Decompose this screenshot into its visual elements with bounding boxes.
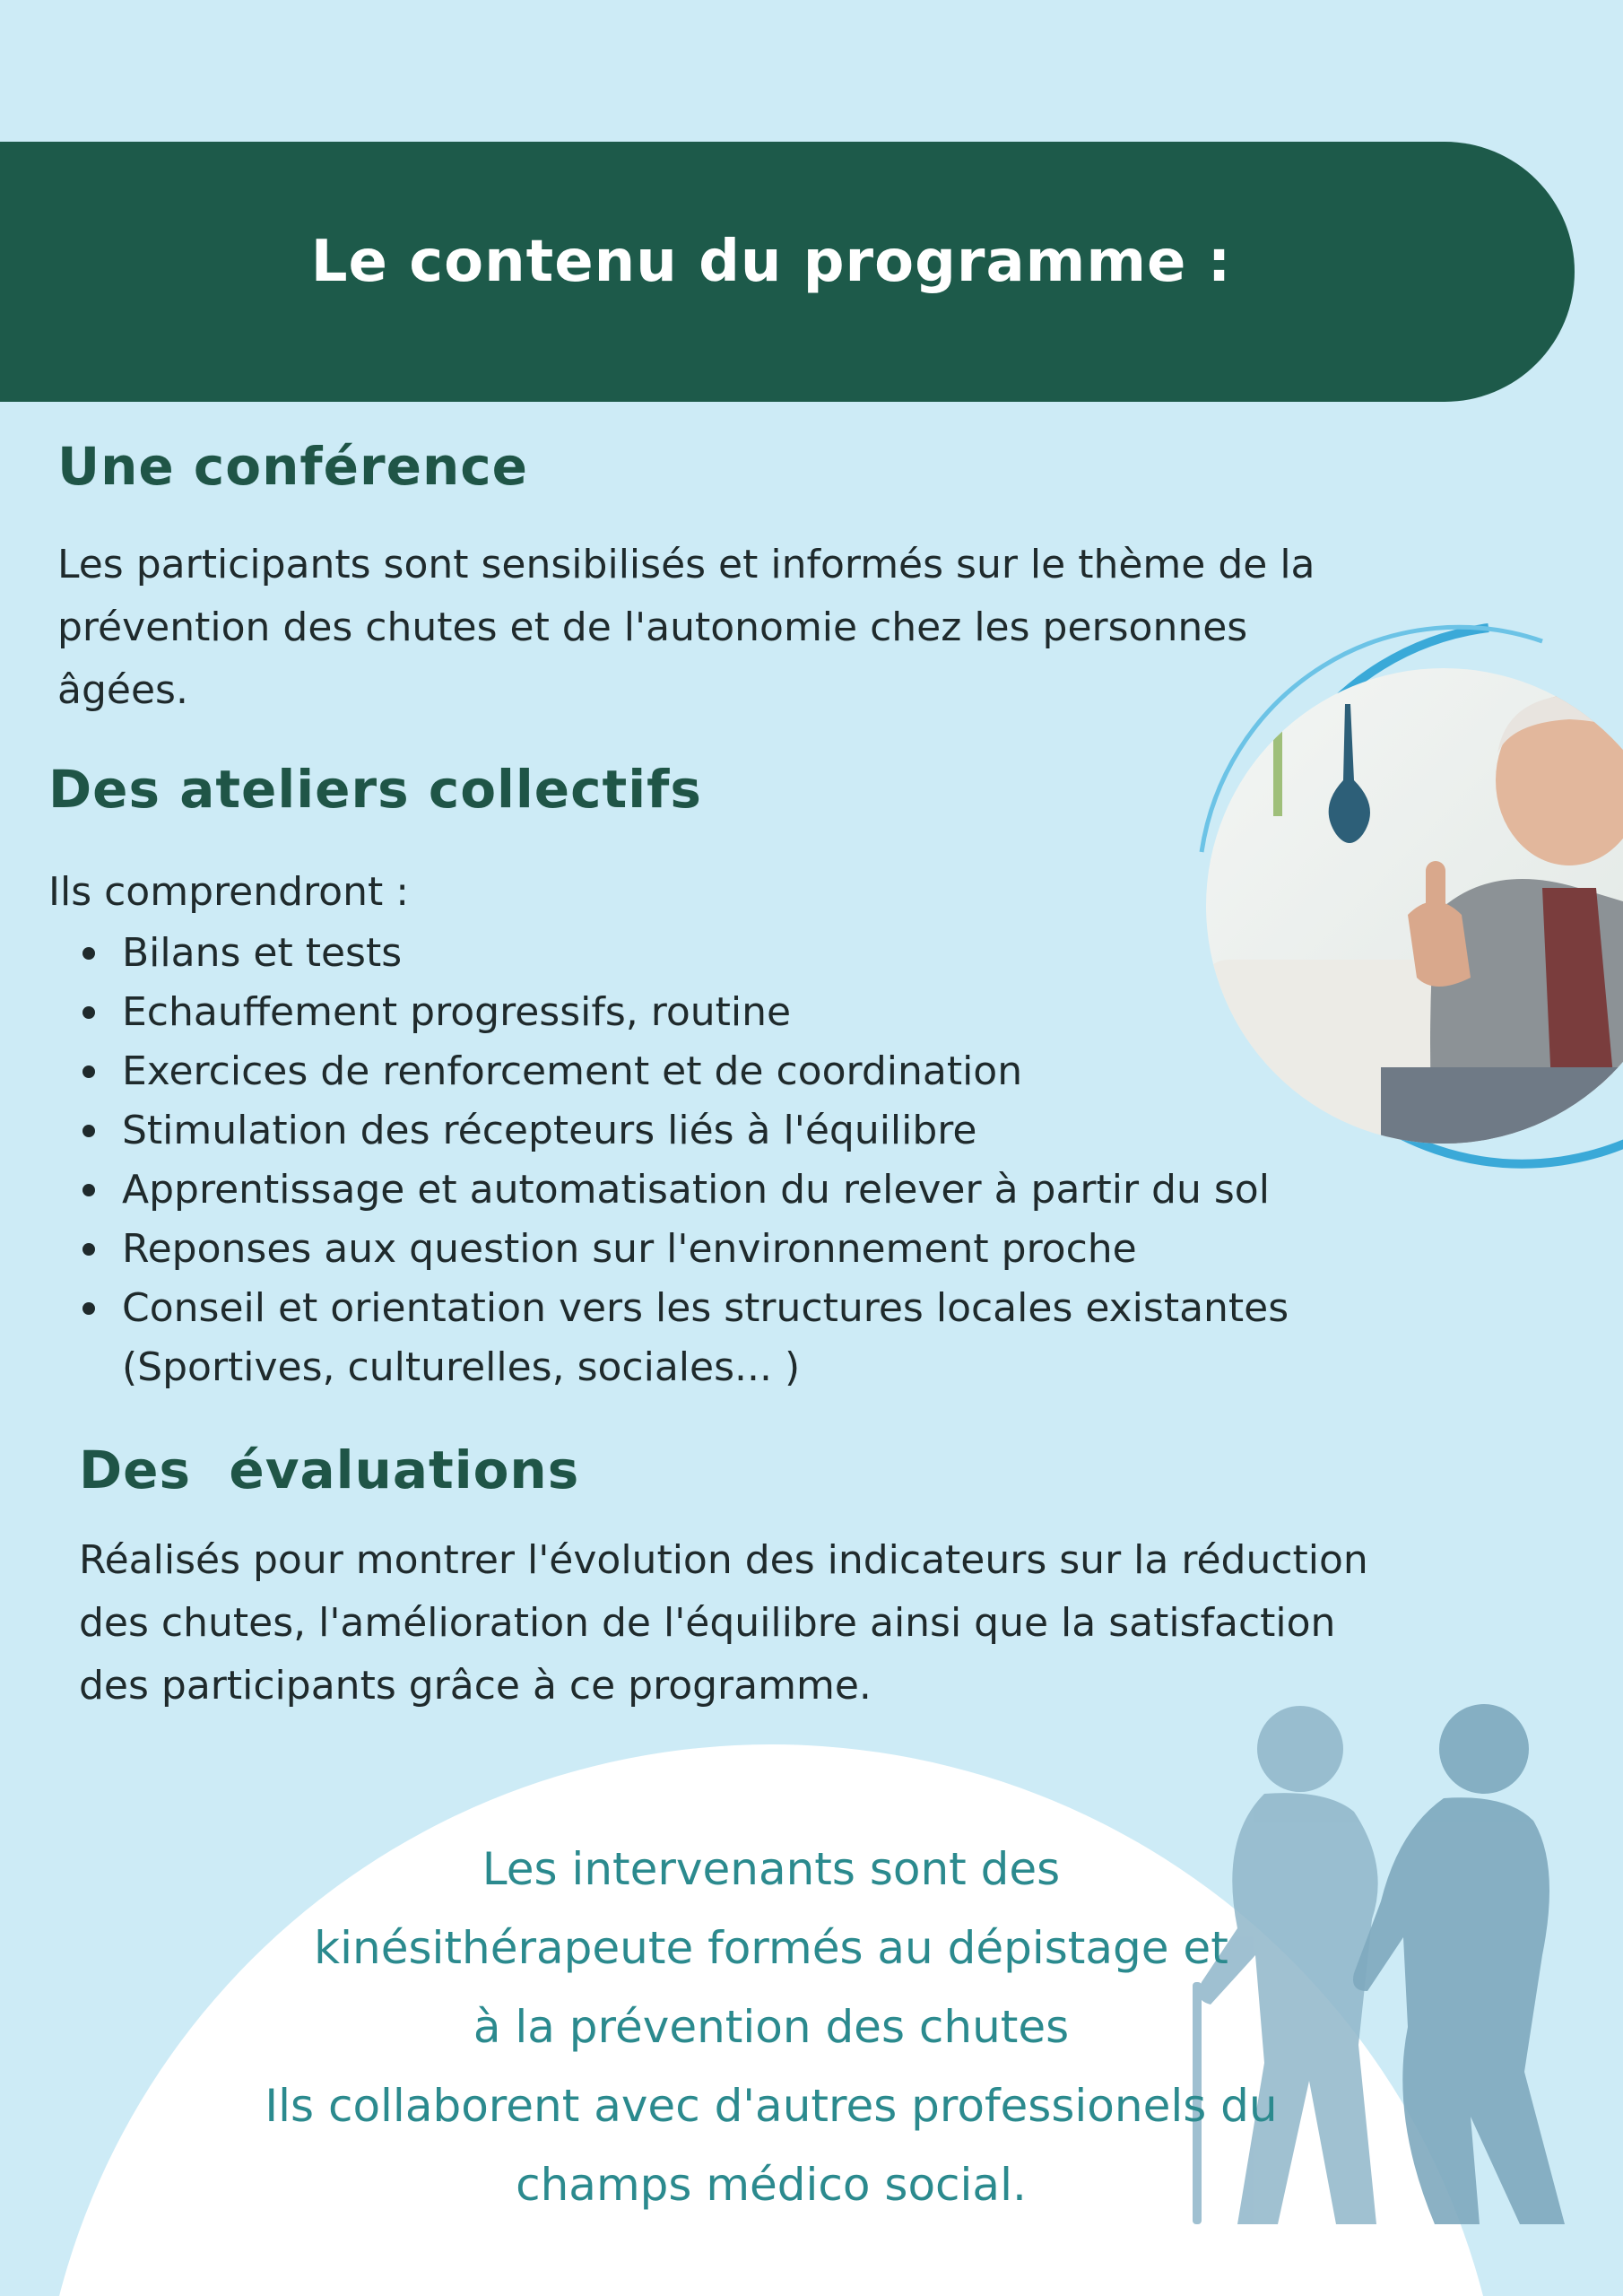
list-item [77,1279,1422,1338]
evaluations-line: des chutes, l'amélioration de l'équilibre ainsi que la satisfaction [79,1600,1336,1646]
closing-line: Ils collaborent avec d'autres professionels du [265,2080,1278,2132]
bullet-icon [82,1184,95,1196]
bullet-icon [82,1302,95,1315]
bullet-icon [82,1065,95,1078]
list-item [77,1220,1422,1279]
closing-line: Les intervenants sont des [482,1843,1061,1895]
closing-line: kinésithérapeute formés au dépistage et [314,1922,1228,1974]
list-item-continuation [77,1338,1422,1397]
closing-line: à la prévention des chutes [473,2001,1070,2053]
list-item-text: Stimulation des récepteurs liés à l'équilibre [122,1108,977,1153]
conference-line: Les participants sont sensibilisés et informés sur le thème de la [57,542,1315,587]
list-item [77,1161,1422,1220]
list-item-text: Bilans et tests [122,930,403,976]
evaluations-heading: Des évaluations [79,1439,580,1500]
page-title: Le contenu du programme : [310,229,1232,295]
conference-heading: Une conférence [57,436,528,497]
bullet-icon [82,947,95,960]
conference-line: prévention des chutes et de l'autonomie chez les personnes [57,604,1248,650]
list-item-text: Echauffement progressifs, routine [122,989,792,1035]
list-item [77,983,1422,1042]
list-item-text: Exercices de renforcement et de coordination [122,1048,1023,1094]
list-item [77,1042,1422,1101]
list-item-text: Apprentissage et automatisation du relever à partir du sol [122,1167,1270,1213]
bullet-icon [82,1125,95,1137]
evaluations-line: des participants grâce à ce programme. [79,1663,872,1709]
bullet-icon [82,1006,95,1019]
ateliers-list [77,924,1422,1397]
closing-line: champs médico social. [516,2159,1027,2211]
evaluations-line: Réalisés pour montrer l'évolution des indicateurs sur la réduction [79,1537,1368,1583]
bullet-icon [82,1243,95,1256]
ateliers-intro: Ils comprendront : [48,869,410,915]
list-item [77,924,1422,983]
closing-message [170,1830,1372,2224]
conference-line: âgées. [57,667,188,713]
list-item-text: (Sportives, culturelles, sociales... ) [122,1344,801,1390]
list-item [77,1101,1422,1161]
list-item-text: Reponses aux question sur l'environnement proche [122,1226,1137,1272]
list-item-text: Conseil et orientation vers les structures locales existantes [122,1285,1289,1331]
ateliers-heading: Des ateliers collectifs [48,759,702,820]
